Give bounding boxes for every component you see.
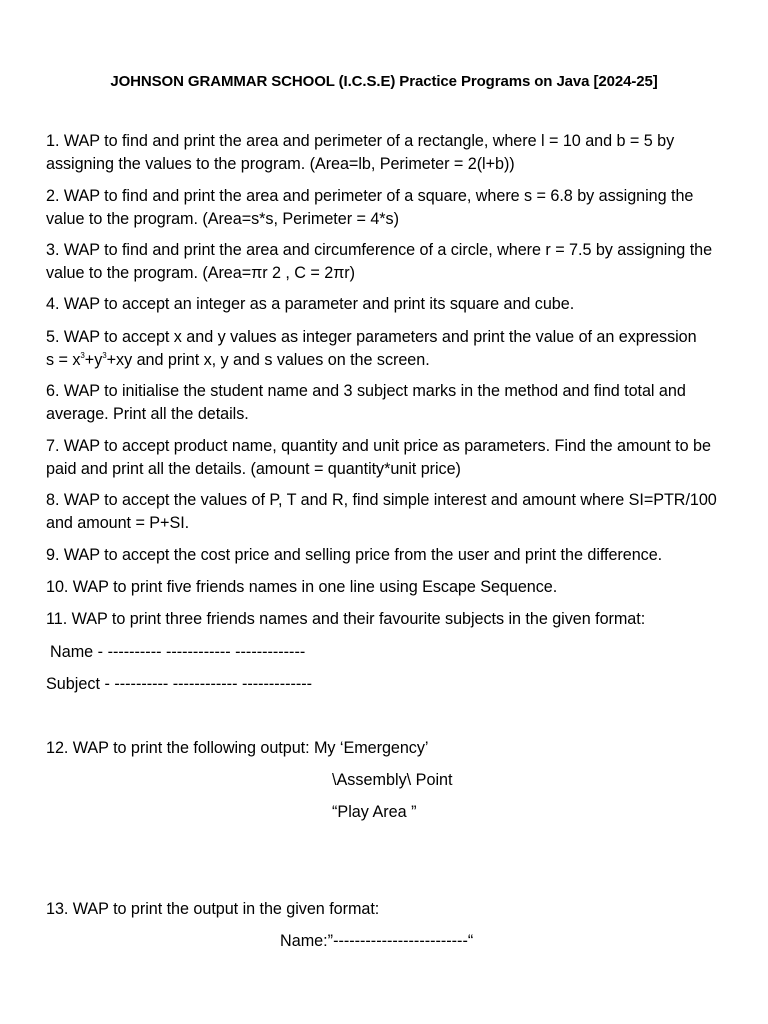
question-11-name-line: Name - ---------- ------------ ------------- xyxy=(50,643,306,661)
question-9: 9. WAP to accept the cost price and selling price from the user and print the difference. xyxy=(46,546,663,564)
question-1: 1. WAP to find and print the area and perimeter of a rectangle, where l = 10 and b = 5 by assigning the values to the program. (Area=lb, Perimeter = 2(l+b)) xyxy=(46,132,675,173)
question-11: 11. WAP to print three friends names and their favourite subjects in the given format: xyxy=(46,610,646,628)
question-5-line-1: 5. WAP to accept x and y values as integer parameters and print the value of an expression xyxy=(46,328,697,346)
question-5-line-2 xyxy=(46,349,726,372)
q5-suffix: +xy and print x, y and s values on the screen. xyxy=(106,351,430,369)
question-4: 4. WAP to accept an integer as a parameter and print its square and cube. xyxy=(46,295,575,313)
question-5 xyxy=(46,326,726,372)
question-3: 3. WAP to find and print the area and circumference of a circle, where r = 7.5 by assigning the value to the program. (Area=πr 2 , C = 2πr) xyxy=(46,241,713,282)
question-12-line-2: \Assembly\ Point xyxy=(332,771,453,789)
q5-exponent-1: 3 xyxy=(80,351,85,360)
q5-mid: +y xyxy=(84,351,103,369)
question-13-line-2: Name:”-------------------------“ xyxy=(280,932,474,950)
q5-exponent-2: 3 xyxy=(102,351,107,360)
question-2: 2. WAP to find and print the area and perimeter of a square, where s = 6.8 by assigning the value to the program. (Area=s*s, Perimeter = 4*s) xyxy=(46,187,694,228)
question-12: 12. WAP to print the following output: My ‘Emergency’ xyxy=(46,739,429,757)
q5-prefix: s = x xyxy=(46,351,81,369)
question-12-line-3: “Play Area ” xyxy=(332,803,417,821)
question-10: 10. WAP to print five friends names in one line using Escape Sequence. xyxy=(46,578,558,596)
document-title: JOHNSON GRAMMAR SCHOOL (I.C.S.E) Practice Programs on Java [2024-25] xyxy=(110,73,658,90)
question-13: 13. WAP to print the output in the given format: xyxy=(46,900,380,918)
question-8: 8. WAP to accept the values of P, T and R, find simple interest and amount where SI=PTR/100 and amount = P+SI. xyxy=(46,491,717,532)
question-11-subject-line: Subject - ---------- ------------ ------------- xyxy=(46,675,313,693)
question-7: 7. WAP to accept product name, quantity and unit price as parameters. Find the amount to be paid and print all the details. (amount = quantity*unit price) xyxy=(46,437,711,478)
question-6: 6. WAP to initialise the student name and 3 subject marks in the method and find total and average. Print all the details. xyxy=(46,382,686,423)
